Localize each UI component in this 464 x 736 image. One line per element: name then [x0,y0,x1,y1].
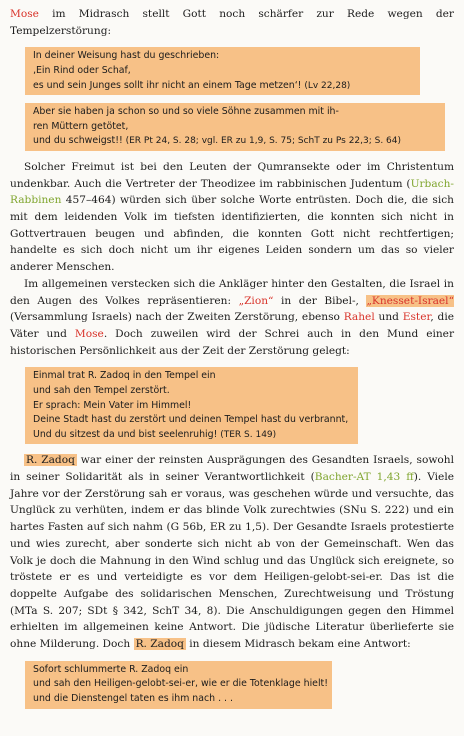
quote-line [33,428,353,443]
paragraph-3 [10,452,454,652]
term-zion: „Zion“ [238,294,274,307]
quote-line-text: und du schweigst!! [33,135,123,147]
name-r-zadoq: R. Zadoq [135,638,184,651]
citation: (ER Pt 24, S. 28; vgl. ER zu 1,9, S. 75; SchT zu Ps 22,3; S. 64) [122,136,402,147]
quote-line: und sah den Tempel zerstört. [33,385,170,396]
paragraph-1 [10,159,454,276]
paragraph-text: war einer der reinsten Ausprägungen des Gesandten Israels, sowohl in seiner Solidarität als in seiner Verantwortlichkeit ( [10,454,454,484]
quote-line-text: es und sein Junges sollt ihr nicht an einem Tage metzen‘! [33,79,302,91]
paragraph-text: , die Väter und [10,311,454,340]
quote-line: Aber sie haben ja schon so und so viele Söhne zusammen mit ih- [33,106,339,118]
paragraph-text: in der Bibel-, [273,294,367,307]
paragraph-2 [10,276,454,360]
name-ester: Ester [402,311,431,324]
quote-line: Einmal trat R. Zadoq in den Tempel ein [33,370,216,382]
paragraph-text: ). Viele Jahre vor der Zerstörung sah er voraus, was geschehen würde und versuchte, das Unglück zu verhüten, indem er das blinde Volk zurechtwies (SNu S. 222) und ein hartes Fasten auf sich nahm (G 56b, ER zu 1,5). Der Gesandte Israels protestierte und wies zurecht, aber sonderte sich nicht ab von der Gemeinschaft. Wen das Volk je doch die Mahnung in den Wind schlug und das Unglück sich ereignete, so tröstete er es und verteidigte es vor dem Heiligen-gelobt-sei-er. Das ist die doppelte Aufgabe des solidarischen Menschen, Zurechtweisung und Tröstung (MTa S. 207; SDt § 342, SchT 34, 8). Die Anschuldigungen gegen den Himmel erhielten im allgemeinen keine Antwort. Die jüdische Literatur überlieferte sie ohne Milderung. Doch [10,471,454,651]
name-rahel: Rahel [343,311,375,324]
quote-line: Sofort schlummerte R. Zadoq ein [33,663,189,675]
paragraph-text: Solcher Freimut ist bei den Leuten der Qumransekte oder im Christentum undenkbar. Auch die Vertreter der Theodizee im rabbinischen Judentum ( [10,160,454,190]
quote-line [33,134,440,149]
quote-block-2 [25,103,445,151]
paragraph-text: in diesem Midrasch bekam eine Antwort: [185,638,411,651]
quote-line-text: Und du sitzest da und bist seelenruhig! [33,428,218,440]
name-mose: Mose [10,8,39,20]
reference-link: Bacher-AT 1,43 ff [314,471,414,484]
paragraph-text: 457–464) würden sich über solche Worte entrüsten. Doch die, die sich mit dem leidenden Volk im tiefsten identifizierten, die konnten sich nicht in Gottvertrauen beugen und abfinden, die konnten Gott nicht rechtfertigen; handelte es sich doch nicht um ihr eigenes Leiden sondern um das so vieler anderer Menschen. [10,194,454,274]
quote-block-3 [25,367,358,444]
citation: (Lv 22,28) [301,80,351,91]
quote-line: In deiner Weisung hast du geschrieben: [33,50,220,62]
quote-line: Deine Stadt hast du zerstört und deinen Tempel hast du verbrannt, [33,414,349,426]
intro-text: im Midrasch stellt Gott noch schärfer zur Rede wegen der Tempelzerstörung: [10,8,454,37]
paragraph-text: und [374,311,403,324]
quote-line: und sah den Heiligen-gelobt-sei-er, wie er die Totenklage hielt! [33,678,328,690]
paragraph-text: (Versammlung Israels) nach der Zweiten Zerstörung, ebenso [10,311,344,324]
citation: (TER S. 149) [217,429,277,440]
quote-line: Er sprach: Mein Vater im Himmel! [33,399,192,411]
quote-line: ‚Ein Rind oder Schaf, [33,65,131,76]
quote-block-1 [25,47,420,95]
intro-paragraph [10,6,454,39]
name-r-zadoq: R. Zadoq [26,454,75,467]
quote-line [33,79,415,94]
paragraph-text: . Doch zuweilen wird der Schrei auch in den Mund einer historischen Persönlichkeit aus der Zeit der Zerstörung gelegt: [10,328,455,357]
quote-line: ren Müttern getötet, [33,120,129,132]
quote-line: und die Dienstengel taten es ihm nach . . . [33,693,233,704]
reference-link: Urbach-Rabbinen [10,177,454,207]
paragraph-text: Im allgemeinen verstecken sich die Ankläger hinter den Gestalten, die Israel in den Augen des Volkes repräsentieren: [10,277,454,307]
name-mose: Mose [74,328,104,340]
term-knesset-israel: „Knesset-Israel“ [366,294,454,307]
quote-block-4 [25,661,332,709]
